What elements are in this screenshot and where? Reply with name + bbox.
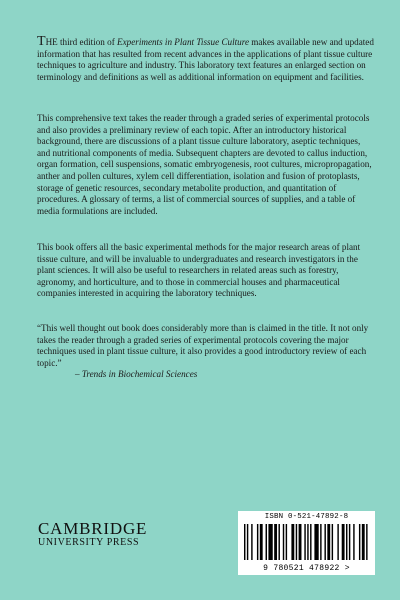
quote-source: Trends in Biochemical Sciences	[81, 369, 198, 380]
quote-dash: –	[75, 369, 82, 380]
publisher-name: CAMBRIDGE	[38, 519, 148, 538]
barcode-bar	[268, 524, 272, 560]
description-paragraph	[37, 113, 375, 217]
barcode-bar	[291, 524, 294, 560]
isbn-label: ISBN 0-521-47892-8	[264, 513, 349, 521]
barcode-bar	[278, 524, 279, 560]
barcode-bar	[324, 524, 325, 560]
barcode-bar	[274, 524, 277, 560]
barcode-bar	[366, 524, 367, 560]
barcode-bar	[359, 524, 360, 560]
barcode-bar	[266, 524, 267, 560]
audience-paragraph	[37, 242, 375, 300]
barcode-digits: 9 780521 478922 >	[263, 564, 350, 573]
barcode-bar	[257, 524, 258, 560]
barcode-bar	[283, 524, 284, 560]
barcode-bar	[327, 524, 330, 560]
barcode-bar	[349, 524, 350, 560]
barcode-bar	[260, 524, 263, 560]
barcode-bar	[362, 524, 365, 560]
barcode-bar	[307, 524, 308, 560]
barcode-bar	[346, 524, 347, 560]
barcode-bar	[342, 524, 345, 560]
barcode-bar	[296, 524, 297, 560]
audience-text: This book offers all the basic experimental methods for the major research areas of plant tissue culture, and will be invaluable to undergraduates and research investigators in the plant sciences. It will also be useful to researchers in related areas such as forestry, agronomy, and horticulture, and to those in commercial houses and pharmaceutical companies interested in acquiring the laboratory techniques.	[37, 242, 361, 299]
intro-text-rest: makes available new and updated information that has resulted from recent advances in the applications of plant tissue culture techniques to agriculture and industry. This laboratory text features an enlarged section on terminology and definitions as well as additional information on equipment and facilities.	[37, 37, 374, 82]
barcode-image	[244, 524, 369, 560]
barcode-bar	[353, 524, 354, 560]
barcode-panel	[238, 511, 375, 575]
barcode-bar	[251, 524, 252, 560]
barcode-bar	[310, 524, 311, 560]
quote-text: “This well thought out book does considerably more than is claimed in the title. It not only takes the reader through a graded series of experimental protocols covering the major techniques used in plant tissue culture, it also provides a good introductory review of each topic.”	[37, 323, 369, 368]
description-text: This comprehensive text takes the reader through a graded series of experimental protocols and also provides a preliminary review of each topic. After an introductory historical background, there are discussions of a plant tissue culture laboratory, aseptic techniques, and nutritional components of media. Subsequent chapters are devoted to callus induction, organ formation, cell suspensions, somatic embryogenesis, root cultures, micropropagation, anther and pollen cultures, xylem cell differentiation, isolation and fusion of protoplasts, storage of genetic resources, secondary metabolite production, and quantitation of procedures. A glossary of terms, a list of commercial sources of supplies, and a table of media formulations are included.	[37, 113, 372, 216]
barcode-bar	[247, 524, 248, 560]
review-quote	[37, 323, 375, 381]
barcode-bar	[244, 524, 245, 560]
barcode-bar	[299, 524, 302, 560]
barcode-bar	[337, 524, 338, 560]
barcode-bar	[304, 524, 305, 560]
intro-paragraph	[37, 34, 375, 83]
quote-source-line	[37, 369, 375, 381]
book-title: Experiments in Plant Tissue Culture	[117, 37, 249, 47]
barcode-bar	[314, 524, 318, 560]
drop-cap: T	[37, 34, 46, 49]
intro-text-start: HE third edition of	[45, 37, 118, 47]
barcode-bar	[332, 524, 333, 560]
publisher-logo	[38, 520, 147, 549]
barcode-bar	[286, 524, 287, 560]
barcode-bar	[320, 524, 321, 560]
publisher-subname: UNIVERSITY PRESS	[38, 537, 140, 548]
